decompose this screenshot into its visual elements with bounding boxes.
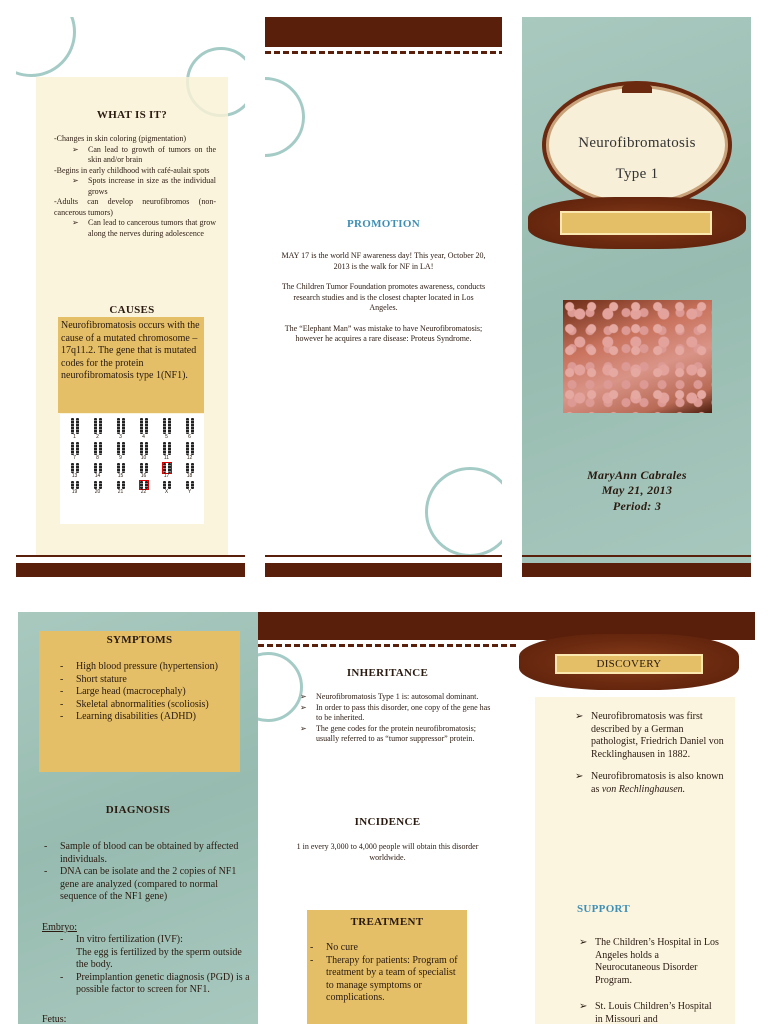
karyotype-image [60, 414, 204, 524]
decor-swirl [425, 467, 502, 557]
cover-ornament-top [622, 83, 652, 93]
cover-period: Period: 3 [612, 499, 662, 513]
chromosome-icon [163, 418, 171, 434]
incidence-text: 1 in every 3,000 to 4,000 people will obtain this disorder worldwide. [296, 842, 479, 862]
embryo-item [58, 972, 252, 997]
chromosome-label: 8 [96, 455, 99, 461]
cover-title: Neurofibromatosis [578, 135, 696, 151]
decor-swirl [265, 77, 305, 157]
chromosome-icon [71, 442, 79, 455]
chromosome-icon [117, 463, 125, 473]
chromosome-icon [71, 463, 79, 473]
what-list [54, 134, 216, 239]
chromosome-label: 15 [117, 473, 124, 479]
panel-inheritance [258, 612, 517, 1024]
support-list [579, 937, 719, 1024]
inheritance-heading: INHERITANCE [346, 667, 429, 679]
chromosome-label: 16 [140, 473, 147, 479]
chromosome-icon [186, 481, 194, 489]
chromosome-icon [140, 442, 148, 455]
chromosome-label: 1 [73, 434, 76, 440]
chromosome-label: 5 [165, 434, 168, 440]
embryo-item-text: Preimplantion genetic diagnosis (PGD) is a possible factor to screen for NF1. [76, 971, 250, 995]
embryo-label: Embryo: [42, 922, 77, 933]
chromosome-icon [117, 418, 125, 434]
chromosome-pair [133, 481, 154, 495]
symptoms-heading: SYMPTOMS [106, 634, 173, 646]
chromosome-icon [140, 463, 148, 473]
panel-bottom-bar [265, 563, 502, 577]
chromosome-icon [94, 418, 102, 434]
arrow-bullet-icon: ➢ [72, 144, 79, 154]
chromosome-label: 21 [117, 489, 124, 495]
embryo-list [58, 934, 252, 997]
inheritance-item: ➢ Neurofibromatosis Type 1 is: autosomal dominant. [300, 692, 495, 703]
chromosome-icon [71, 481, 79, 489]
chromosome-icon [140, 481, 148, 489]
promotion-p1: MAY 17 is the world NF awareness day! This year, October 20, 2013 is the walk for NF in LA! [281, 251, 486, 271]
chromosome-label: 4 [142, 434, 145, 440]
cover-subtitle: Type 1 [615, 166, 659, 182]
causes-text: Neurofibromatosis occurs with the cause of a mutated chromosome – 17q11.2. The gene that is mutated codes for the protein neurofibromatosis type 1(NF1). [61, 320, 200, 381]
what-item: -Adults can develop neurofibromos (non-cancerous tumors) [54, 197, 216, 217]
panel-bottom-bar [16, 563, 245, 577]
symptom-item: - High blood pressure (hypertension) [58, 661, 238, 674]
chromosome-pair [110, 418, 131, 440]
chromosome-icon [71, 418, 79, 434]
chromosome-label: X [164, 489, 169, 495]
decor-swirl [258, 652, 303, 722]
arrow-bullet-icon: ➢ [72, 218, 79, 227]
chromosome-icon [163, 481, 171, 489]
fetus-label: Fetus: [42, 1014, 67, 1024]
panel-symptoms [18, 612, 258, 1024]
what-item: Can lead to growth of tumors on the skin and/or brain ➢ [72, 144, 216, 164]
discovery-heading: DISCOVERY [596, 658, 662, 670]
treatment-heading: TREATMENT [350, 916, 424, 928]
chromosome-pair [64, 442, 85, 461]
chromosome-pair [87, 463, 108, 479]
chromosome-label: 22 [140, 489, 147, 495]
chromosome-icon [117, 481, 125, 489]
diagnosis-item: - Sample of blood can be obtained by affected individuals. [42, 841, 252, 866]
chromosome-label: 20 [94, 489, 101, 495]
panel-promotion [265, 17, 502, 577]
treatment-list [308, 942, 458, 1005]
chromosome-pair [179, 463, 200, 479]
panel-discovery [517, 612, 755, 1024]
chromosome-pair [133, 418, 154, 440]
chromosome-icon [186, 463, 194, 473]
what-item: Spots increase in size as the individual grows ➢ [72, 176, 216, 196]
chromosome-label: 6 [188, 434, 191, 440]
cover-author: MaryAnn Cabrales [587, 468, 687, 482]
chromosome-label: 2 [96, 434, 99, 440]
cover-date: May 21, 2013 [601, 483, 673, 497]
support-item: ➢ The Children’s Hospital in Los Angeles holds a Neurocutaneous Disorder Program. [579, 937, 719, 987]
cover-banner-plate [560, 211, 712, 235]
chromosome-pair [64, 463, 85, 479]
chromosome-label: 11 [163, 455, 170, 461]
chromosome-label: Y [187, 489, 192, 495]
inheritance-list [300, 692, 495, 745]
decor-swirl [16, 17, 76, 77]
chromosome-icon [94, 481, 102, 489]
chromosome-pair [87, 442, 108, 461]
chromosome-pair [110, 481, 131, 495]
chromosome-icon [186, 442, 194, 455]
causes-box [58, 317, 204, 413]
panel-what-is-it [16, 17, 245, 577]
diagnosis-heading: DIAGNOSIS [105, 804, 171, 816]
chromosome-pair [64, 418, 85, 440]
promotion-heading: PROMOTION [347, 218, 420, 230]
panel-bottom-line [16, 555, 245, 557]
promotion-p2: The Children Tumor Foundation promotes awareness, conducts research studies and is the closest chapter located in Los Angeles. [281, 282, 486, 312]
panel-top-bar [265, 17, 502, 47]
chromosome-label: 19 [71, 489, 78, 495]
chromosome-pair [133, 463, 154, 479]
what-item: Can lead to cancerous tumors that grow along the nerves during adolescence ➢ [72, 218, 216, 238]
chromosome-pair [179, 418, 200, 440]
chromosome-pair [110, 442, 131, 461]
chromosome-label: 17 [163, 473, 170, 479]
chromosome-icon [94, 463, 102, 473]
panel-bottom-line [522, 555, 751, 557]
chromosome-label: 12 [186, 455, 193, 461]
chromosome-pair [87, 481, 108, 495]
what-item: -Changes in skin coloring (pigmentation) [54, 134, 186, 143]
chromosome-pair [156, 481, 177, 495]
discovery-item-2 [575, 771, 725, 796]
chromosome-label: 18 [186, 473, 193, 479]
chromosome-label: 10 [140, 455, 147, 461]
chromosome-label: 7 [73, 455, 76, 461]
chromosome-pair [110, 463, 131, 479]
arrow-bullet-icon: ➢ [72, 176, 79, 185]
chromosome-icon [94, 442, 102, 455]
treatment-item: - Therapy for patients: Program of treatment by a team of specialist to manage symptoms or complications. [308, 955, 458, 1005]
chromosome-pair [64, 481, 85, 495]
panel-bottom-bar [522, 563, 751, 577]
chromosome-pair [179, 481, 200, 495]
discovery-list [575, 711, 725, 796]
chromosome-label: 9 [119, 455, 122, 461]
embryo-item [58, 934, 252, 972]
panel-top-line [265, 51, 502, 54]
chromosome-pair [133, 442, 154, 461]
embryo-item-text: In vitro fertilization (IVF): [76, 934, 183, 945]
chromosome-pair [87, 418, 108, 440]
support-item: ➢ St. Louis Children’s Hospital in Missouri and [579, 1001, 719, 1024]
diagnosis-list [42, 841, 252, 904]
karyotype-grid [60, 414, 204, 499]
chromosome-label: 3 [119, 434, 122, 440]
chromosome-icon [163, 463, 171, 473]
chromosome-pair [156, 442, 177, 461]
discovery-item-1: ➢ Neurofibromatosis was first described by a German pathologist, Friedrich Daniel von Recklinghausen in 1882. [575, 711, 725, 761]
symptom-item: - Large head (macrocephaly) [58, 686, 238, 699]
inheritance-item: ➢ In order to pass this disorder, one copy of the gene has to be inherited. [300, 703, 495, 724]
what-item: -Begins in early childhood with café-aulait spots [54, 165, 210, 175]
panel-cover [522, 17, 751, 577]
chromosome-label: 14 [94, 473, 101, 479]
support-heading: SUPPORT [577, 903, 631, 915]
chromosome-pair [156, 418, 177, 440]
chromosome-icon [163, 442, 171, 455]
cover-skin-photo [563, 300, 712, 413]
inheritance-item: ➢ The gene codes for the protein neurofibromatosis; usually referred to as “tumor suppressor” protein. [300, 724, 495, 745]
panel-top-line [258, 644, 517, 647]
incidence-heading: INCIDENCE [354, 816, 421, 828]
chromosome-label: 13 [71, 473, 78, 479]
chromosome-pair [156, 463, 177, 479]
chromosome-pair [179, 442, 200, 461]
panel-top-bar [258, 612, 517, 640]
panel-bottom-line [265, 555, 502, 557]
discovery-item-2-text: Neurofibromatosis is also known as [591, 771, 724, 795]
chromosome-icon [186, 418, 194, 434]
discovery-item-2-em: von Rechlinghausen. [601, 783, 686, 795]
symptoms-list [58, 661, 238, 724]
treatment-item: - No cure [308, 942, 458, 955]
symptom-item: - Learning disabilities (ADHD) [58, 711, 238, 724]
promotion-p3: The “Elephant Man” was mistake to have Neurofibromatosis; however he acquires a rare disease: Proteus Syndrome. [284, 323, 483, 343]
chromosome-icon [117, 442, 125, 455]
promotion-body [279, 251, 488, 345]
what-heading: WHAT IS IT? [96, 109, 168, 121]
diagnosis-item: - DNA can be isolate and the 2 copies of NF1 gene are analyzed (compared to normal sequence of the NF1 gene) [42, 866, 252, 904]
symptom-item: - Skeletal abnormalities (scoliosis) [58, 699, 238, 712]
causes-heading: CAUSES [109, 304, 155, 316]
symptom-item: - Short stature [58, 674, 238, 687]
embryo-item-sub: The egg is fertilized by the sperm outside the body. [76, 946, 242, 970]
chromosome-icon [140, 418, 148, 434]
